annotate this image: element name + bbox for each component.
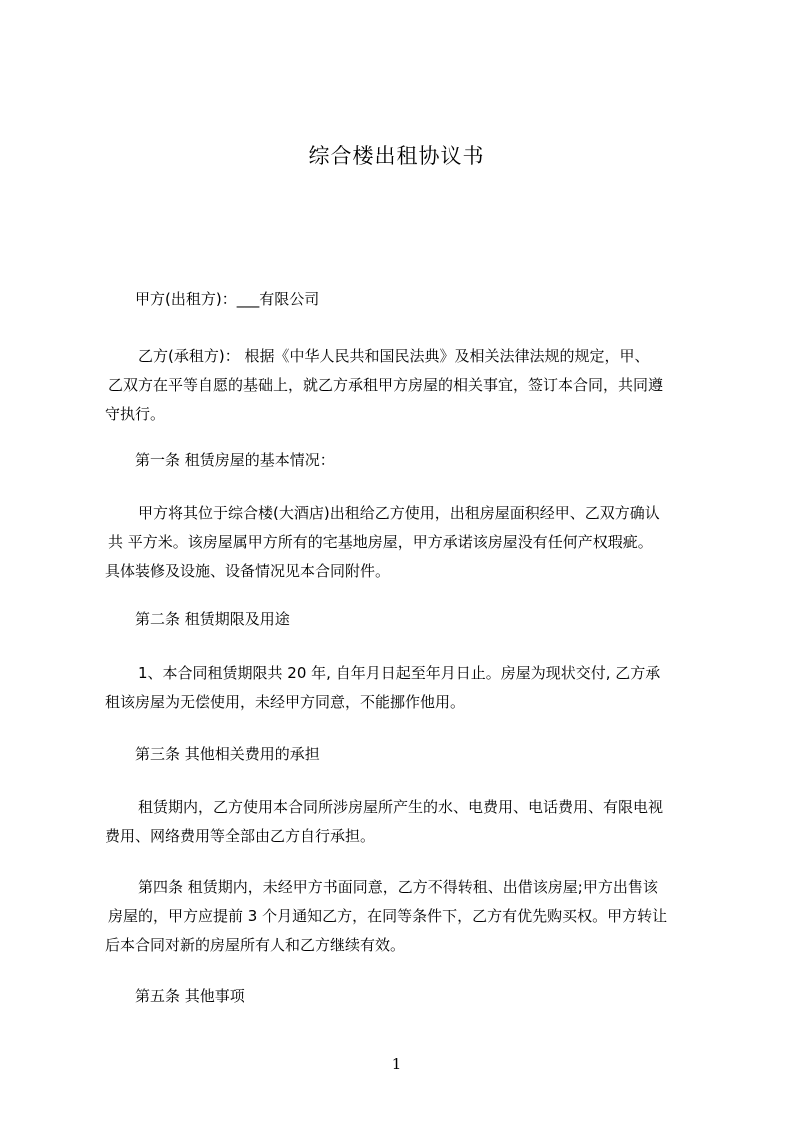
paragraph-line: 乙方(承租方)： 根据《中华人民共和国民法典》及相关法律法规的规定，甲、	[138, 347, 650, 365]
paragraph-line: 乙双方在平等自愿的基础上，就乙方承租甲方房屋的相关事宜，签订本合同，共同遵	[108, 376, 664, 394]
section-heading: 第五条 其他事项	[135, 987, 245, 1005]
party-a-line: 甲方(出租方)：___有限公司	[135, 290, 320, 308]
article-1-paragraph	[105, 499, 705, 586]
article-4-paragraph	[105, 873, 705, 960]
document-title: 综合楼出租协议书	[308, 144, 485, 168]
paragraph-line: 具体装修及设施、设备情况见本合同附件。	[105, 562, 391, 580]
paragraph-line: 第四条 租赁期内，未经甲方书面同意，乙方不得转租、出借该房屋;甲方出售该	[138, 878, 658, 896]
section-heading: 第二条 租赁期限及用途	[135, 610, 290, 628]
party-b-paragraph	[105, 342, 705, 429]
paragraph-line: 租该房屋为无偿使用，未经甲方同意，不能挪作他用。	[105, 693, 466, 711]
article-3-heading	[105, 740, 705, 769]
article-1-heading	[105, 446, 705, 475]
article-2-heading	[105, 605, 705, 634]
paragraph-line: 房屋的，甲方应提前 3 个月通知乙方，在同等条件下，乙方有优先购买权。甲方转让	[108, 907, 668, 925]
page-number: 1	[391, 1055, 402, 1073]
article-2-paragraph	[105, 659, 705, 717]
paragraph-line: 甲方将其位于综合楼(大酒店)出租给乙方使用，出租房屋面积经甲、乙双方确认	[138, 504, 660, 522]
party-a-paragraph	[105, 285, 705, 314]
paragraph-line: 租赁期内，乙方使用本合同所涉房屋所产生的水、电费用、电话费用、有限电视	[138, 798, 664, 816]
article-5-heading	[105, 982, 705, 1011]
paragraph-line: 守执行。	[105, 405, 166, 423]
paragraph-line: 后本合同对新的房屋所有人和乙方继续有效。	[105, 936, 406, 954]
section-heading: 第三条 其他相关费用的承担	[135, 745, 320, 763]
paragraph-line: 1、本合同租赁期限共 20 年, 自年月日起至年月日止。房屋为现状交付, 乙方承	[138, 664, 661, 682]
article-3-paragraph	[105, 793, 705, 851]
section-heading: 第一条 租赁房屋的基本情况：	[135, 451, 335, 469]
paragraph-line: 费用、网络费用等全部由乙方自行承担。	[105, 827, 376, 845]
paragraph-line: 共 平方米。该房屋属甲方所有的宅基地房屋，甲方承诺该房屋没有任何产权瑕疵。	[108, 533, 653, 551]
